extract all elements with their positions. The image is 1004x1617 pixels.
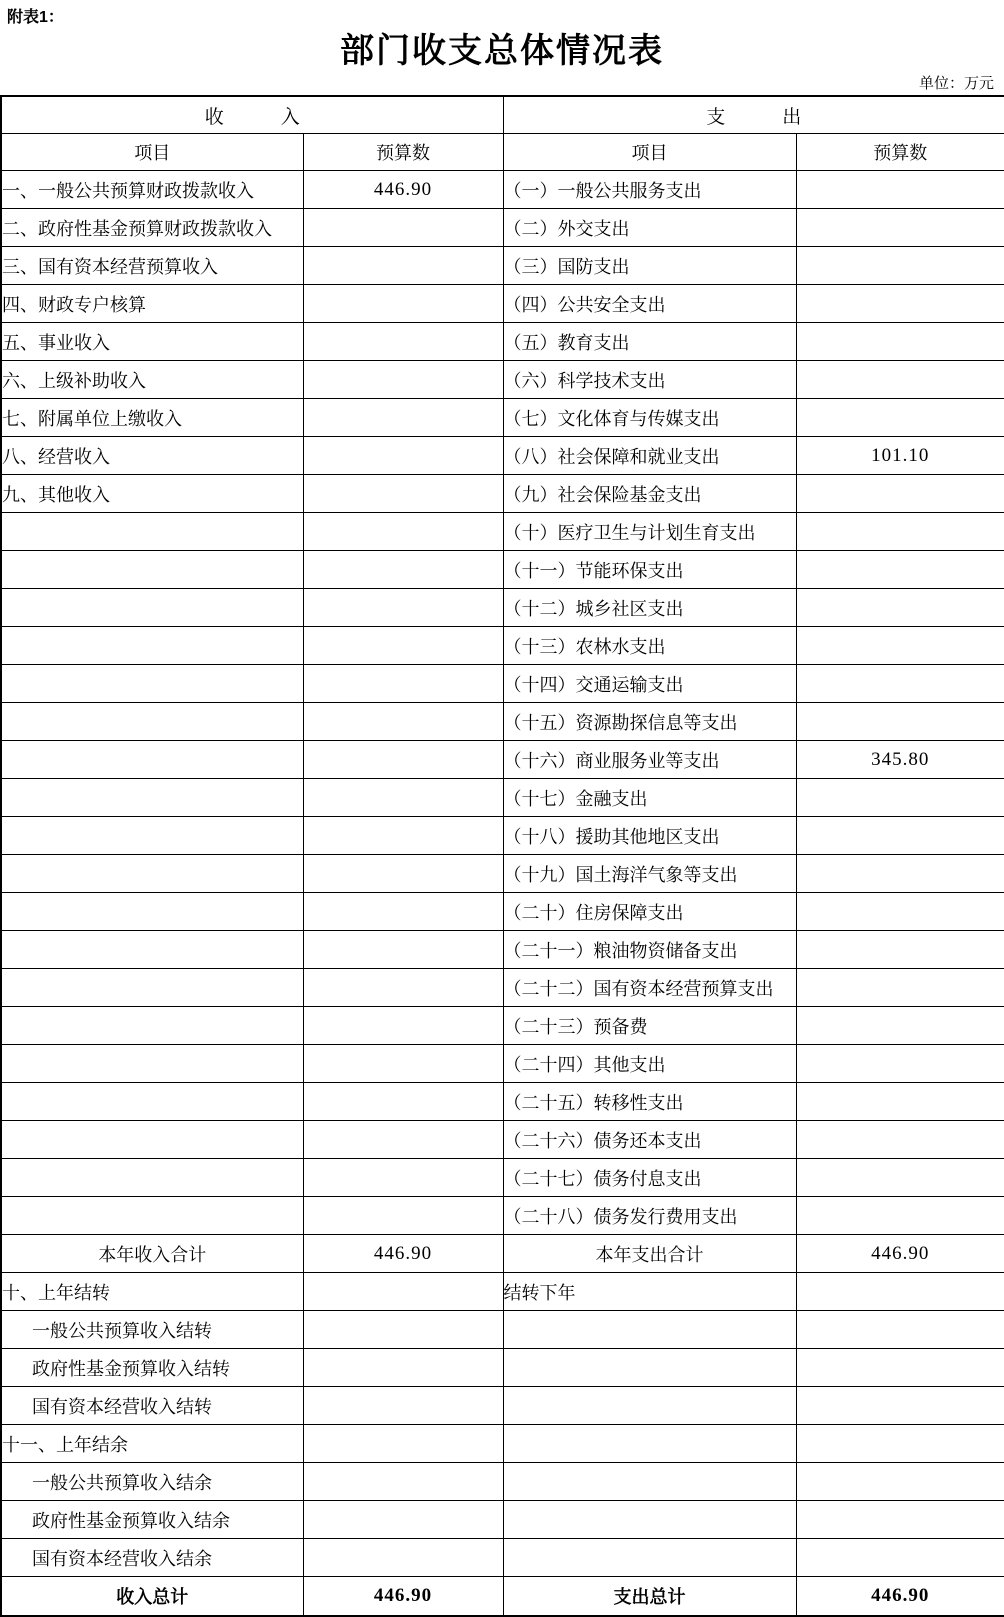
- expense-budget-cell: [796, 1121, 1004, 1159]
- income-budget-cell: [303, 741, 503, 779]
- income-budget-cell: [303, 1121, 503, 1159]
- income-item-cell: 十、上年结转: [1, 1273, 303, 1311]
- income-budget-cell: [303, 1197, 503, 1235]
- page-title: 部门收支总体情况表: [340, 33, 664, 70]
- table-row: [1, 931, 1004, 969]
- expense-item-cell: [503, 1349, 796, 1387]
- table-row: [1, 551, 1004, 589]
- carryover-row: [1, 1463, 1004, 1501]
- expense-item-cell: （二十四）其他支出: [503, 1045, 796, 1083]
- income-budget-cell: [303, 1425, 503, 1463]
- expense-budget-cell: [796, 931, 1004, 969]
- income-budget-column-header: 预算数: [303, 134, 503, 171]
- expense-item-cell: （四）公共安全支出: [503, 285, 796, 323]
- income-item-cell: 国有资本经营收入结余: [1, 1539, 303, 1577]
- expense-item-cell: （七）文化体育与传媒支出: [503, 399, 796, 437]
- income-item-cell: [1, 779, 303, 817]
- income-budget-cell: [303, 1349, 503, 1387]
- income-item-cell: [1, 513, 303, 551]
- table-row: [1, 399, 1004, 437]
- expense-item-cell: （十二）城乡社区支出: [503, 589, 796, 627]
- income-budget-cell: [303, 437, 503, 475]
- income-item-cell: 八、经营收入: [1, 437, 303, 475]
- expense-budget-cell: [796, 399, 1004, 437]
- income-budget-cell: [303, 323, 503, 361]
- income-item-cell: [1, 969, 303, 1007]
- expense-item-cell: （十七）金融支出: [503, 779, 796, 817]
- income-item-cell: 九、其他收入: [1, 475, 303, 513]
- income-budget-cell: [303, 589, 503, 627]
- income-item-cell: 政府性基金预算收入结余: [1, 1501, 303, 1539]
- table-row: [1, 893, 1004, 931]
- expense-item-cell: （十一）节能环保支出: [503, 551, 796, 589]
- income-budget-cell: [303, 1501, 503, 1539]
- table-row: [1, 285, 1004, 323]
- income-item-cell: 政府性基金预算收入结转: [1, 1349, 303, 1387]
- income-budget-cell: 446.90: [303, 171, 503, 209]
- income-budget-cell: [303, 1083, 503, 1121]
- expense-section-header: 支 出: [503, 96, 1004, 134]
- expense-item-cell: （二十三）预备费: [503, 1007, 796, 1045]
- table-row: [1, 703, 1004, 741]
- income-budget-cell: [303, 627, 503, 665]
- income-budget-cell: [303, 855, 503, 893]
- income-budget-cell: [303, 931, 503, 969]
- grand-total-row: [1, 1577, 1004, 1617]
- expense-budget-cell: [796, 551, 1004, 589]
- column-header-row: [1, 134, 1004, 171]
- carryover-row: [1, 1387, 1004, 1425]
- income-item-cell: 三、国有资本经营预算收入: [1, 247, 303, 285]
- income-budget-cell: [303, 361, 503, 399]
- income-budget-cell: [303, 779, 503, 817]
- expense-item-cell: [503, 1539, 796, 1577]
- table-row: [1, 969, 1004, 1007]
- income-item-cell: 十一、上年结余: [1, 1425, 303, 1463]
- table-row: [1, 627, 1004, 665]
- carryover-row: [1, 1311, 1004, 1349]
- section-header-row: [1, 96, 1004, 134]
- expense-item-cell: （二十六）债务还本支出: [503, 1121, 796, 1159]
- document-page: [0, 8, 1004, 1607]
- income-budget-cell: [303, 285, 503, 323]
- expense-item-cell: （十三）农林水支出: [503, 627, 796, 665]
- income-item-cell: [1, 589, 303, 627]
- expense-item-cell: [503, 1387, 796, 1425]
- expense-item-cell: 结转下年: [503, 1273, 796, 1311]
- income-item-cell: [1, 1121, 303, 1159]
- expense-item-cell: （二十八）债务发行费用支出: [503, 1197, 796, 1235]
- expense-item-cell: （二）外交支出: [503, 209, 796, 247]
- expense-budget-cell: [796, 1501, 1004, 1539]
- expense-budget-cell: [796, 1539, 1004, 1577]
- table-body: [1, 171, 1004, 1617]
- income-item-cell: [1, 855, 303, 893]
- income-budget-cell: [303, 893, 503, 931]
- table-row: [1, 1045, 1004, 1083]
- income-budget-cell: [303, 1159, 503, 1197]
- expense-budget-cell: [796, 779, 1004, 817]
- income-budget-cell: [303, 551, 503, 589]
- income-item-cell: 本年收入合计: [1, 1235, 303, 1273]
- income-item-cell: [1, 627, 303, 665]
- income-budget-cell: [303, 247, 503, 285]
- table-row: [1, 817, 1004, 855]
- carryover-row: [1, 1273, 1004, 1311]
- income-item-cell: 二、政府性基金预算财政拨款收入: [1, 209, 303, 247]
- expense-budget-column-header: 预算数: [796, 134, 1004, 171]
- expense-budget-cell: [796, 513, 1004, 551]
- income-item-cell: 一、一般公共预算财政拨款收入: [1, 171, 303, 209]
- expense-budget-cell: [796, 475, 1004, 513]
- income-item-cell: 收入总计: [1, 1577, 303, 1617]
- expense-budget-cell: [796, 1311, 1004, 1349]
- income-budget-cell: [303, 209, 503, 247]
- table-row: [1, 589, 1004, 627]
- income-item-cell: [1, 1197, 303, 1235]
- expense-budget-cell: [796, 1349, 1004, 1387]
- table-row: [1, 513, 1004, 551]
- expense-budget-cell: [796, 665, 1004, 703]
- expense-budget-cell: 101.10: [796, 437, 1004, 475]
- expense-budget-cell: [796, 1083, 1004, 1121]
- table-row: [1, 209, 1004, 247]
- income-item-cell: [1, 1045, 303, 1083]
- expense-budget-cell: 446.90: [796, 1577, 1004, 1617]
- expense-budget-cell: [796, 171, 1004, 209]
- expense-budget-cell: [796, 627, 1004, 665]
- expense-budget-cell: [796, 1159, 1004, 1197]
- expense-budget-cell: [796, 323, 1004, 361]
- income-budget-cell: [303, 1539, 503, 1577]
- income-item-cell: [1, 1083, 303, 1121]
- income-item-column-header: 项目: [1, 134, 303, 171]
- expense-item-cell: （一）一般公共服务支出: [503, 171, 796, 209]
- table-row: [1, 171, 1004, 209]
- table-row: [1, 1159, 1004, 1197]
- income-item-cell: [1, 931, 303, 969]
- expense-budget-cell: [796, 209, 1004, 247]
- expense-item-cell: （三）国防支出: [503, 247, 796, 285]
- expense-budget-cell: [796, 855, 1004, 893]
- expense-item-cell: [503, 1463, 796, 1501]
- income-item-cell: [1, 703, 303, 741]
- expense-item-cell: （十八）援助其他地区支出: [503, 817, 796, 855]
- expense-budget-cell: [796, 589, 1004, 627]
- income-item-cell: 七、附属单位上缴收入: [1, 399, 303, 437]
- expense-item-cell: [503, 1425, 796, 1463]
- table-row: [1, 1083, 1004, 1121]
- expense-budget-cell: [796, 1197, 1004, 1235]
- income-budget-cell: [303, 703, 503, 741]
- income-budget-cell: 446.90: [303, 1235, 503, 1273]
- unit-note: 单位：万元: [918, 76, 994, 92]
- annex-label: 附表1：: [7, 9, 64, 26]
- expense-item-cell: （二十五）转移性支出: [503, 1083, 796, 1121]
- expense-item-cell: （八）社会保障和就业支出: [503, 437, 796, 475]
- income-budget-cell: [303, 399, 503, 437]
- expense-budget-cell: [796, 1387, 1004, 1425]
- income-item-cell: [1, 817, 303, 855]
- expense-budget-cell: [796, 1425, 1004, 1463]
- expense-item-cell: 支出总计: [503, 1577, 796, 1617]
- expense-budget-cell: [796, 703, 1004, 741]
- income-item-cell: 四、财政专户核算: [1, 285, 303, 323]
- table-row: [1, 323, 1004, 361]
- expense-item-cell: （二十七）债务付息支出: [503, 1159, 796, 1197]
- income-section-header: 收 入: [1, 96, 503, 134]
- income-item-cell: [1, 665, 303, 703]
- income-item-cell: [1, 1159, 303, 1197]
- table-row: [1, 437, 1004, 475]
- expense-budget-cell: [796, 361, 1004, 399]
- carryover-row: [1, 1539, 1004, 1577]
- expense-budget-cell: [796, 1045, 1004, 1083]
- expense-budget-cell: [796, 1273, 1004, 1311]
- expense-budget-cell: [796, 1007, 1004, 1045]
- table-row: [1, 855, 1004, 893]
- carryover-row: [1, 1425, 1004, 1463]
- expense-item-cell: （二十一）粮油物资储备支出: [503, 931, 796, 969]
- expense-budget-cell: 446.90: [796, 1235, 1004, 1273]
- expense-budget-cell: [796, 247, 1004, 285]
- annual-total-row: [1, 1235, 1004, 1273]
- budget-table: [0, 95, 1004, 1617]
- income-item-cell: 一般公共预算收入结余: [1, 1463, 303, 1501]
- expense-item-cell: （十）医疗卫生与计划生育支出: [503, 513, 796, 551]
- expense-budget-cell: [796, 893, 1004, 931]
- income-budget-cell: [303, 1273, 503, 1311]
- table-row: [1, 475, 1004, 513]
- expense-budget-cell: 345.80: [796, 741, 1004, 779]
- income-item-cell: [1, 893, 303, 931]
- expense-item-column-header: 项目: [503, 134, 796, 171]
- table-row: [1, 361, 1004, 399]
- expense-item-cell: （十九）国土海洋气象等支出: [503, 855, 796, 893]
- income-budget-cell: [303, 475, 503, 513]
- expense-item-cell: （二十）住房保障支出: [503, 893, 796, 931]
- expense-item-cell: 本年支出合计: [503, 1235, 796, 1273]
- income-item-cell: 国有资本经营收入结转: [1, 1387, 303, 1425]
- table-row: [1, 247, 1004, 285]
- income-item-cell: [1, 1007, 303, 1045]
- expense-item-cell: （五）教育支出: [503, 323, 796, 361]
- expense-item-cell: （十四）交通运输支出: [503, 665, 796, 703]
- income-item-cell: 五、事业收入: [1, 323, 303, 361]
- income-budget-cell: [303, 1387, 503, 1425]
- expense-item-cell: （九）社会保险基金支出: [503, 475, 796, 513]
- expense-item-cell: （十六）商业服务业等支出: [503, 741, 796, 779]
- table-row: [1, 1007, 1004, 1045]
- table-row: [1, 665, 1004, 703]
- expense-item-cell: （二十二）国有资本经营预算支出: [503, 969, 796, 1007]
- income-budget-cell: [303, 969, 503, 1007]
- income-budget-cell: [303, 513, 503, 551]
- table-row: [1, 741, 1004, 779]
- income-budget-cell: 446.90: [303, 1577, 503, 1617]
- income-budget-cell: [303, 1463, 503, 1501]
- expense-item-cell: （六）科学技术支出: [503, 361, 796, 399]
- expense-item-cell: [503, 1501, 796, 1539]
- expense-budget-cell: [796, 285, 1004, 323]
- expense-budget-cell: [796, 1463, 1004, 1501]
- income-budget-cell: [303, 1007, 503, 1045]
- income-item-cell: 六、上级补助收入: [1, 361, 303, 399]
- carryover-row: [1, 1501, 1004, 1539]
- expense-budget-cell: [796, 817, 1004, 855]
- expense-item-cell: [503, 1311, 796, 1349]
- income-budget-cell: [303, 817, 503, 855]
- income-item-cell: [1, 741, 303, 779]
- expense-item-cell: （十五）资源勘探信息等支出: [503, 703, 796, 741]
- table-row: [1, 1121, 1004, 1159]
- income-budget-cell: [303, 665, 503, 703]
- income-item-cell: 一般公共预算收入结转: [1, 1311, 303, 1349]
- income-item-cell: [1, 551, 303, 589]
- expense-budget-cell: [796, 969, 1004, 1007]
- income-budget-cell: [303, 1311, 503, 1349]
- income-budget-cell: [303, 1045, 503, 1083]
- table-row: [1, 779, 1004, 817]
- carryover-row: [1, 1349, 1004, 1387]
- table-row: [1, 1197, 1004, 1235]
